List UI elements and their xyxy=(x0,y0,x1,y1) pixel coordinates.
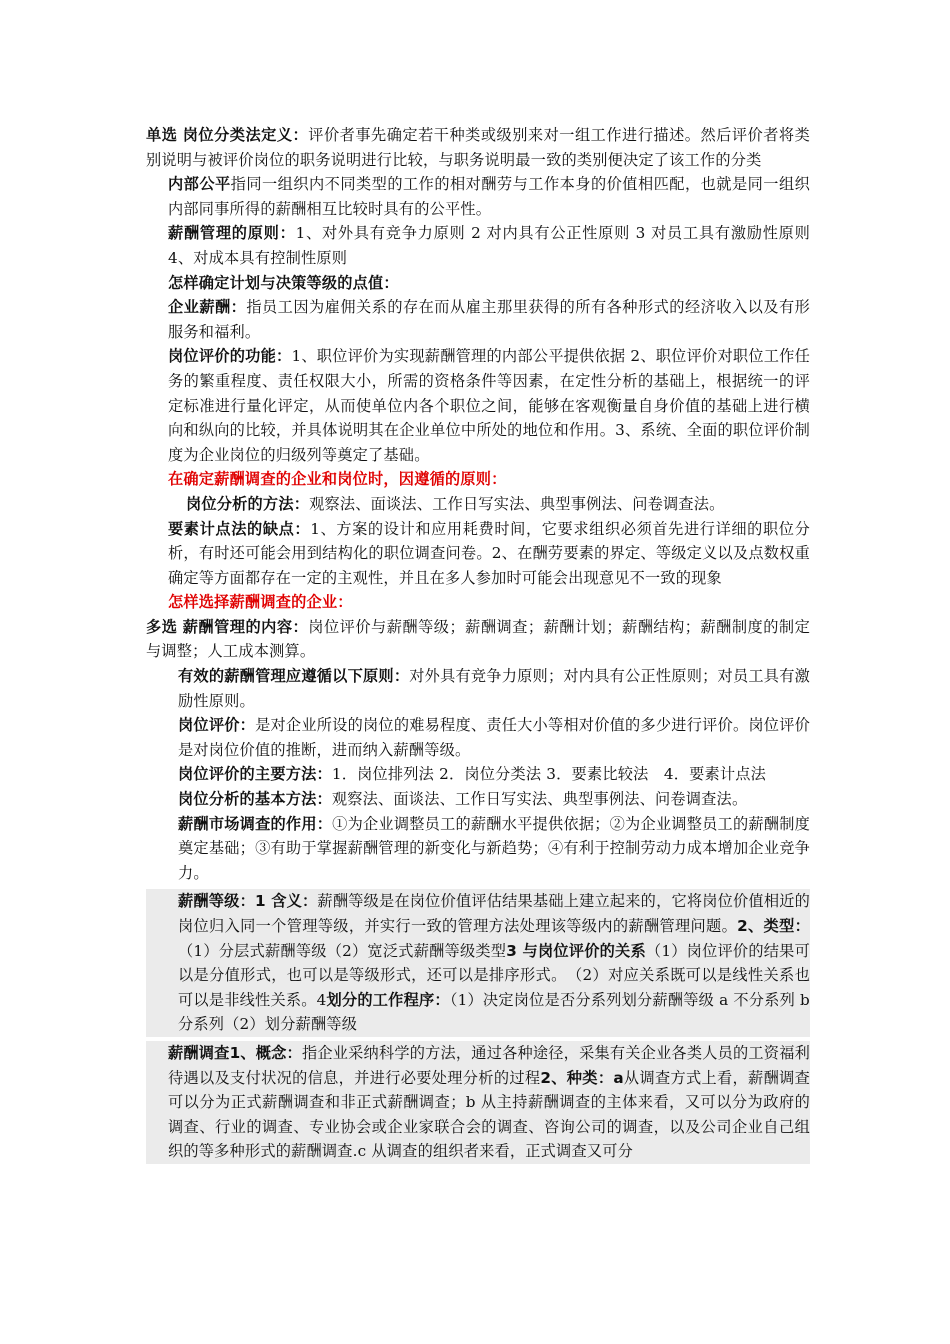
paragraph-effective-principles xyxy=(146,664,810,713)
definition-text: 1、对外具有竞争力原则 2 对内具有公正性原则 3 对员工具有激励性原则 4、对成本具有控制性原则 xyxy=(168,224,811,267)
subheading-meaning: 1 含义： xyxy=(254,892,318,911)
subheading-concept: 1、概念： xyxy=(229,1043,302,1062)
paragraph-analysis-basic-methods xyxy=(146,787,810,812)
definition-text: （1）岗位评价的结果可以是分值形式，也可以是等级形式，还可以是排序形式。 （2）对应关系既可以是线性关系也可以是非线性关系。4 xyxy=(178,941,810,1009)
term: 有效的薪酬管理应遵循以下原则： xyxy=(178,667,410,686)
definition-text: ①为企业调整员工的薪酬水平提供依据；②为企业调整员工的薪酬制度奠定基础；③有助于掌握薪酬管理的新变化与新趋势；④有利于控制劳动力成本增加企业竞争力。 xyxy=(178,814,811,882)
definition-text: 薪酬等级是在岗位价值评估结果基础上建立起来的，它将岗位价值相近的岗位归入同一个管理等级，并实行一致的管理方法处理该等级内的薪酬管理问题。 xyxy=(178,892,811,935)
term: 薪酬管理的原则： xyxy=(168,224,296,243)
paragraph-pay-survey xyxy=(146,1041,810,1164)
term: 薪酬等级： xyxy=(178,892,255,911)
term: 岗位分类法定义： xyxy=(182,126,309,144)
term: 内部公平 xyxy=(168,175,231,194)
paragraph-market-survey-role xyxy=(146,812,810,886)
term: 岗位评价的功能： xyxy=(168,347,292,366)
definition-text: 观察法、面谈法、工作日写实法、典型事例法、问卷调查法。 xyxy=(309,494,725,513)
definition-text: 指企业采纳科学的方法，通过各种途径，采集有关企业各类人员的工资福利待遇以及支付状况的信息，并进行必要处理分析的过程 xyxy=(168,1043,810,1087)
definition-text: 从调查方式上看，薪酬调查可以分为正式薪酬调查和非正式薪酬调查；b 从主持薪酬调查的主体来看，又可以分为政府的调查、行业的调查、专业协会或企业家联合会的调查、咨询公司的调查，以及公司企业自己组织的等多种形式的薪酬调查.c 从调查的组织者来看，正式调查又可分 xyxy=(168,1068,810,1161)
term: 岗位分析的方法： xyxy=(186,494,310,513)
multiple-choice-label: 多选 xyxy=(146,617,178,636)
paragraph-internal-equity xyxy=(146,172,810,221)
heading-survey-principles: 在确定薪酬调查的企业和岗位时，因遵循的原则： xyxy=(168,470,507,489)
definition-text: （1）分层式薪酬等级（2）宽泛式薪酬等级类型 xyxy=(178,941,507,960)
paragraph-evaluation-methods xyxy=(146,762,810,787)
paragraph-job-analysis-methods xyxy=(146,492,810,517)
definition-text: 是对企业所设的岗位的难易程度、责任大小等相对价值的多少进行评价。岗位评价是对岗位价值的推断，进而纳入薪酬等级。 xyxy=(178,716,810,759)
paragraph-point-factor-drawbacks xyxy=(146,517,810,591)
term: 岗位分析的基本方法： xyxy=(178,790,332,809)
heading-point-values xyxy=(146,271,810,296)
term: 岗位评价的主要方法： xyxy=(178,765,332,784)
definition-text: 1、方案的设计和应用耗费时间，它要求组织必须首先进行详细的职位分析，有时还可能会用到结构化的职位调查问卷。2、在酬劳要素的界定、等级定义以及点数权重确定等方面都存在一定的主观性，并且在多人参加时可能会出现意见不一致的现象 xyxy=(168,519,810,587)
paragraph-job-evaluation-function xyxy=(146,344,810,467)
definition-text: 观察法、面谈法、工作日写实法、典型事例法、问卷调查法。 xyxy=(331,790,748,809)
definition-text: 评价者事先确定若干种类或级别来对一组工作进行描述。然后评价者将类别说明与被评价岗位的职务说明进行比较，与职务说明最一致的类别便决定了该工作的分类 xyxy=(146,126,811,169)
paragraph-job-evaluation xyxy=(146,713,810,762)
term: 岗位评价： xyxy=(178,716,256,735)
definition-text: 1．岗位排列法 2．岗位分类法 3．要素比较法 4．要素计点法 xyxy=(331,765,767,784)
term: 要素计点法的缺点： xyxy=(168,519,311,538)
item-marker: a xyxy=(613,1068,624,1087)
paragraph-enterprise-pay xyxy=(146,295,810,344)
definition-text: （1）决定岗位是否分系列划分薪酬等级 a 不分系列 b 分系列（2）划分薪酬等级 xyxy=(178,990,810,1034)
document-body xyxy=(146,123,810,1164)
term: 薪酬市场调查的作用： xyxy=(178,814,333,833)
paragraph-pay-grades xyxy=(146,889,810,1037)
paragraph-job-classification xyxy=(146,123,810,172)
definition-text: 对外具有竞争力原则；对内具有公正性原则；对员工具有激励性原则。 xyxy=(178,667,811,710)
paragraph-pay-principles xyxy=(146,221,810,270)
subheading-procedure: 划分的工作程序： xyxy=(326,990,450,1009)
definition-text: 1、职位评价为实现薪酬管理的内部公平提供依据 2、职位评价对职位工作任务的繁重程度、责任权限大小，所需的资格条件等因素，在定性分析的基础上，根据统一的评定标准进行量化评定，从而使单位内各个职位之间，能够在客观衡量自身价值的基础上进行横向和纵向的比较，并具体说明其在企业单位中所处的地位和作用。3、系统、全面的职位评价制度为企业岗位的归级列等奠定了基础。 xyxy=(168,347,810,464)
subheading-relation: 3 与岗位评价的关系 xyxy=(506,941,646,960)
definition-text: 指同一组织内不同类型的工作的相对酬劳与工作本身的价值相匹配，也就是同一组织内部同事所得的薪酬相互比较时具有的公平性。 xyxy=(168,175,810,218)
subheading-types: 2、类型： xyxy=(737,917,810,935)
definition-text: 指员工因为雇佣关系的存在而从雇主那里获得的所有各种形式的经济收入以及有形服务和福利。 xyxy=(168,298,810,341)
definition-text: 岗位评价与薪酬等级；薪酬调查；薪酬计划；薪酬结构；薪酬制度的制定与调整；人工成本测算。 xyxy=(146,617,811,661)
single-choice-label: 单选 xyxy=(146,126,178,144)
heading-survey-company-selection: 怎样选择薪酬调查的企业： xyxy=(168,593,353,612)
term: 怎样确定计划与决策等级的点值： xyxy=(168,273,399,292)
term: 薪酬管理的内容： xyxy=(182,617,309,636)
paragraph-pay-management-content xyxy=(146,615,810,664)
subheading-kinds: 2、种类： xyxy=(540,1068,614,1087)
term: 薪酬调查 xyxy=(168,1043,230,1062)
term: 企业薪酬： xyxy=(168,298,247,317)
